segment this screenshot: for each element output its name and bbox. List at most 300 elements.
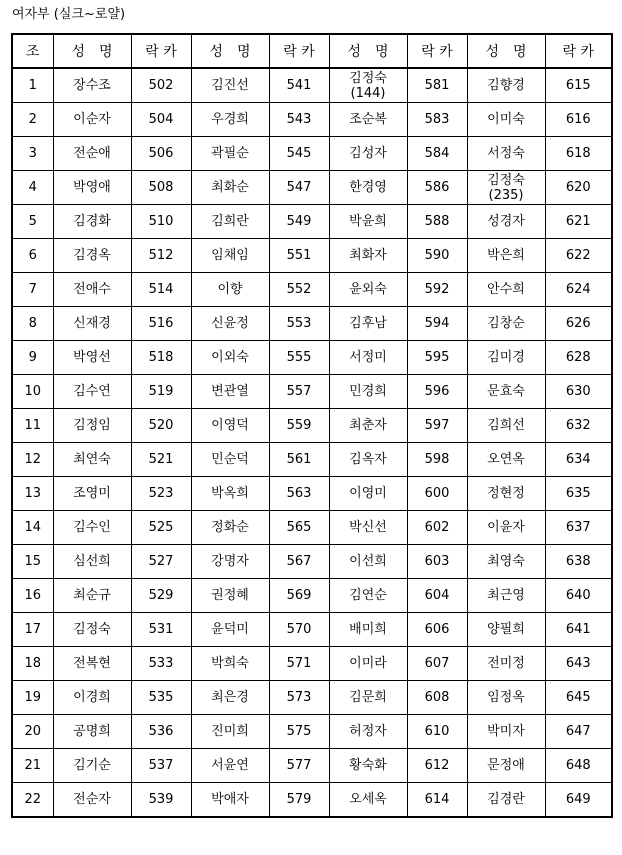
table-row (12, 409, 612, 443)
table-row (12, 613, 612, 647)
member-name: 김수연 (73, 384, 111, 399)
table-cell (131, 681, 191, 715)
locker-number: 630 (565, 384, 591, 399)
table-cell (53, 715, 131, 749)
table-cell (467, 171, 545, 205)
table-cell (329, 68, 407, 103)
table-cell (269, 103, 329, 137)
table-row (12, 477, 612, 511)
locker-header: 락 카 (131, 34, 191, 68)
group-number: 19 (24, 690, 42, 705)
table-cell (269, 545, 329, 579)
locker-number: 592 (424, 282, 450, 297)
member-name: 서정숙 (487, 146, 525, 161)
locker-number: 531 (148, 622, 174, 637)
table-cell (545, 749, 612, 783)
member-name: 최근영 (487, 588, 525, 603)
table-cell (53, 749, 131, 783)
table-cell (329, 239, 407, 273)
table-cell (407, 137, 467, 171)
locker-number: 600 (424, 486, 450, 501)
table-cell (269, 239, 329, 273)
locker-number: 563 (286, 486, 312, 501)
table-row (12, 443, 612, 477)
table-cell (191, 68, 269, 103)
table-cell (329, 273, 407, 307)
locker-number: 569 (286, 588, 312, 603)
locker-number: 557 (286, 384, 312, 399)
table-cell (545, 579, 612, 613)
name-header: 성 명 (191, 34, 269, 68)
locker-number: 597 (424, 418, 450, 433)
member-name: 이순자 (73, 112, 111, 127)
locker-number: 628 (565, 350, 591, 365)
table-cell (467, 205, 545, 239)
locker-number: 616 (565, 112, 591, 127)
locker-header: 락 카 (545, 34, 612, 68)
table-cell (191, 681, 269, 715)
member-name: 김희란 (211, 214, 249, 229)
table-cell (467, 273, 545, 307)
table-cell (467, 579, 545, 613)
table-cell (407, 171, 467, 205)
locker-number: 570 (286, 622, 312, 637)
table-row (12, 749, 612, 783)
table-cell (12, 239, 53, 273)
locker-number: 648 (565, 758, 591, 773)
member-name: 김성자 (349, 146, 387, 161)
table-cell (467, 749, 545, 783)
locker-number: 579 (286, 792, 312, 807)
locker-number: 640 (565, 588, 591, 603)
table-row (12, 103, 612, 137)
locker-number: 545 (286, 146, 312, 161)
table-cell (407, 749, 467, 783)
locker-number: 624 (565, 282, 591, 297)
table-row (12, 205, 612, 239)
table-cell (131, 205, 191, 239)
locker-number: 626 (565, 316, 591, 331)
member-name: 권정혜 (211, 588, 249, 603)
table-cell (12, 511, 53, 545)
table-cell (407, 341, 467, 375)
member-name: 오세옥 (349, 792, 387, 807)
table-cell (545, 545, 612, 579)
member-name: 김수인 (73, 520, 111, 535)
locker-number: 516 (148, 316, 174, 331)
table-cell (545, 205, 612, 239)
locker-number: 634 (565, 452, 591, 467)
group-header: 조 (12, 34, 53, 68)
member-name: 황숙화 (349, 758, 387, 773)
member-name: 전순애 (73, 146, 111, 161)
locker-number: 537 (148, 758, 174, 773)
table-cell (545, 443, 612, 477)
table-cell (12, 613, 53, 647)
table-cell (53, 511, 131, 545)
locker-number: 647 (565, 724, 591, 739)
group-number: 6 (28, 248, 37, 263)
table-cell (12, 341, 53, 375)
table-cell (329, 783, 407, 818)
member-name: 김향경 (487, 78, 525, 93)
member-name: 김정숙 (235) (487, 172, 525, 203)
table-row (12, 307, 612, 341)
name-header: 성 명 (329, 34, 407, 68)
locker-number: 615 (565, 78, 591, 93)
member-name: 이영덕 (211, 418, 249, 433)
locker-number: 543 (286, 112, 312, 127)
table-cell (467, 307, 545, 341)
member-name: 우경희 (211, 112, 249, 127)
table-cell (269, 443, 329, 477)
table-cell (131, 68, 191, 103)
locker-number: 533 (148, 656, 174, 671)
table-cell (12, 375, 53, 409)
table-cell (12, 68, 53, 103)
table-cell (407, 273, 467, 307)
member-name: 문정애 (487, 758, 525, 773)
member-name: 정화순 (211, 520, 249, 535)
table-body (12, 68, 612, 817)
table-cell (407, 647, 467, 681)
locker-number: 641 (565, 622, 591, 637)
table-cell (407, 613, 467, 647)
member-name: 김창순 (487, 316, 525, 331)
table-cell (269, 341, 329, 375)
table-cell (269, 715, 329, 749)
member-name: 양필희 (487, 622, 525, 637)
table-cell (545, 341, 612, 375)
table-cell (53, 647, 131, 681)
table-cell (545, 715, 612, 749)
table-cell (53, 137, 131, 171)
table-cell (12, 137, 53, 171)
locker-number: 520 (148, 418, 174, 433)
member-name: 김경화 (73, 214, 111, 229)
locker-assignment-table (11, 33, 613, 818)
table-cell (467, 137, 545, 171)
member-name: 장수조 (73, 78, 111, 93)
member-name: 김정숙 (73, 622, 111, 637)
group-number: 15 (24, 554, 42, 569)
locker-number: 553 (286, 316, 312, 331)
table-cell (53, 579, 131, 613)
table-cell (467, 341, 545, 375)
table-cell (191, 341, 269, 375)
locker-number: 506 (148, 146, 174, 161)
table-cell (131, 783, 191, 818)
member-name: 변관열 (211, 384, 249, 399)
group-number: 16 (24, 588, 42, 603)
member-name: 오연옥 (487, 452, 525, 467)
table-cell (545, 137, 612, 171)
table-cell (191, 171, 269, 205)
member-name: 민순덕 (211, 452, 249, 467)
locker-number: 649 (565, 792, 591, 807)
table-cell (545, 783, 612, 818)
table-cell (407, 375, 467, 409)
table-cell (191, 239, 269, 273)
group-number: 14 (24, 520, 42, 535)
table-cell (12, 443, 53, 477)
locker-number: 561 (286, 452, 312, 467)
member-name: 안수희 (487, 282, 525, 297)
table-cell (53, 443, 131, 477)
table-cell (467, 375, 545, 409)
table-cell (12, 273, 53, 307)
table-cell (407, 239, 467, 273)
table-cell (12, 715, 53, 749)
table-cell (12, 749, 53, 783)
locker-number: 621 (565, 214, 591, 229)
table-cell (12, 783, 53, 818)
table-cell (269, 375, 329, 409)
locker-number: 565 (286, 520, 312, 535)
table-cell (191, 409, 269, 443)
table-cell (131, 749, 191, 783)
table-cell (131, 613, 191, 647)
member-name: 김옥자 (349, 452, 387, 467)
table-cell (329, 307, 407, 341)
table-cell (191, 443, 269, 477)
member-name: 김진선 (211, 78, 249, 93)
member-name: 박윤희 (349, 214, 387, 229)
locker-number: 603 (424, 554, 450, 569)
table-cell (467, 715, 545, 749)
member-name: 김기순 (73, 758, 111, 773)
table-cell (269, 205, 329, 239)
table-cell (329, 545, 407, 579)
group-number: 9 (28, 350, 37, 365)
table-cell (131, 171, 191, 205)
table-cell (545, 375, 612, 409)
group-number: 18 (24, 656, 42, 671)
table-cell (53, 103, 131, 137)
member-name: 박희숙 (211, 656, 249, 671)
group-number: 2 (28, 112, 37, 127)
locker-number: 555 (286, 350, 312, 365)
table-cell (269, 579, 329, 613)
table-cell (329, 613, 407, 647)
locker-number: 518 (148, 350, 174, 365)
table-cell (467, 409, 545, 443)
table-cell (269, 749, 329, 783)
member-name: 최은경 (211, 690, 249, 705)
member-name: 김문희 (349, 690, 387, 705)
member-name: 이미숙 (487, 112, 525, 127)
locker-number: 637 (565, 520, 591, 535)
group-number: 21 (24, 758, 42, 773)
member-name: 최순규 (73, 588, 111, 603)
table-cell (269, 307, 329, 341)
table-cell (191, 749, 269, 783)
table-row (12, 715, 612, 749)
locker-number: 559 (286, 418, 312, 433)
name-header: 성 명 (53, 34, 131, 68)
table-cell (131, 715, 191, 749)
group-number: 13 (24, 486, 42, 501)
table-row (12, 341, 612, 375)
locker-number: 581 (424, 78, 450, 93)
locker-number: 527 (148, 554, 174, 569)
locker-number: 512 (148, 248, 174, 263)
member-name: 박신선 (349, 520, 387, 535)
locker-number: 638 (565, 554, 591, 569)
locker-number: 552 (286, 282, 312, 297)
table-cell (53, 409, 131, 443)
table-cell (545, 647, 612, 681)
table-cell (131, 647, 191, 681)
table-cell (329, 647, 407, 681)
table-row (12, 545, 612, 579)
member-name: 강명자 (211, 554, 249, 569)
table-cell (269, 511, 329, 545)
table-cell (12, 171, 53, 205)
table-cell (191, 375, 269, 409)
table-row (12, 783, 612, 818)
member-name: 임정옥 (487, 690, 525, 705)
group-number: 11 (24, 418, 42, 433)
table-cell (407, 681, 467, 715)
member-name: 전순자 (73, 792, 111, 807)
table-cell (329, 341, 407, 375)
table-cell (407, 443, 467, 477)
table-row (12, 375, 612, 409)
table-row (12, 273, 612, 307)
locker-number: 547 (286, 180, 312, 195)
table-cell (12, 579, 53, 613)
table-cell (191, 715, 269, 749)
table-row (12, 171, 612, 205)
locker-number: 523 (148, 486, 174, 501)
table-cell (545, 409, 612, 443)
table-cell (53, 545, 131, 579)
table-cell (545, 511, 612, 545)
group-number: 3 (28, 146, 37, 161)
locker-number: 608 (424, 690, 450, 705)
table-row (12, 239, 612, 273)
locker-number: 536 (148, 724, 174, 739)
table-cell (467, 239, 545, 273)
locker-number: 521 (148, 452, 174, 467)
table-cell (269, 477, 329, 511)
table-cell (329, 375, 407, 409)
member-name: 이미라 (349, 656, 387, 671)
member-name: 공명희 (73, 724, 111, 739)
table-row (12, 681, 612, 715)
table-cell (12, 477, 53, 511)
group-number: 7 (28, 282, 37, 297)
locker-number: 596 (424, 384, 450, 399)
table-cell (329, 681, 407, 715)
locker-number: 607 (424, 656, 450, 671)
locker-number: 549 (286, 214, 312, 229)
locker-number: 602 (424, 520, 450, 535)
table-cell (467, 477, 545, 511)
locker-number: 632 (565, 418, 591, 433)
member-name: 김미경 (487, 350, 525, 365)
table-row (12, 511, 612, 545)
table-cell (12, 647, 53, 681)
table-cell (329, 443, 407, 477)
table-cell (467, 613, 545, 647)
table-cell (467, 545, 545, 579)
member-name: 박영애 (73, 180, 111, 195)
table-row (12, 647, 612, 681)
locker-number: 583 (424, 112, 450, 127)
table-cell (407, 477, 467, 511)
locker-number: 645 (565, 690, 591, 705)
table-cell (131, 307, 191, 341)
table-cell (131, 409, 191, 443)
member-name: 신재경 (73, 316, 111, 331)
table-cell (53, 205, 131, 239)
group-number: 17 (24, 622, 42, 637)
table-cell (12, 681, 53, 715)
locker-number: 620 (565, 180, 591, 195)
table-cell (269, 137, 329, 171)
member-name: 김경옥 (73, 248, 111, 263)
table-cell (12, 103, 53, 137)
table-cell (131, 477, 191, 511)
locker-header: 락 카 (407, 34, 467, 68)
member-name: 윤덕미 (211, 622, 249, 637)
table-cell (545, 273, 612, 307)
table-cell (329, 171, 407, 205)
table-cell (131, 239, 191, 273)
table-cell (329, 137, 407, 171)
table-cell (329, 103, 407, 137)
table-cell (467, 511, 545, 545)
table-cell (53, 613, 131, 647)
member-name: 최영숙 (487, 554, 525, 569)
table-cell (269, 273, 329, 307)
member-name: 배미희 (349, 622, 387, 637)
name-header: 성 명 (467, 34, 545, 68)
member-name: 이윤자 (487, 520, 525, 535)
table-cell (269, 171, 329, 205)
locker-number: 535 (148, 690, 174, 705)
table-cell (12, 409, 53, 443)
table-cell (12, 545, 53, 579)
locker-number: 504 (148, 112, 174, 127)
table-cell (467, 783, 545, 818)
member-name: 전미정 (487, 656, 525, 671)
member-name: 민경희 (349, 384, 387, 399)
table-cell (407, 511, 467, 545)
table-cell (131, 579, 191, 613)
table-cell (53, 783, 131, 818)
member-name: 김정임 (73, 418, 111, 433)
table-cell (53, 681, 131, 715)
locker-number: 541 (286, 78, 312, 93)
locker-number: 594 (424, 316, 450, 331)
group-number: 1 (28, 78, 37, 93)
member-name: 김후남 (349, 316, 387, 331)
member-name: 이향 (217, 282, 243, 297)
locker-number: 575 (286, 724, 312, 739)
member-name: 성경자 (487, 214, 525, 229)
table-cell (269, 409, 329, 443)
table-cell (53, 477, 131, 511)
table-row (12, 579, 612, 613)
member-name: 김정숙 (144) (349, 70, 387, 101)
member-name: 윤외숙 (349, 282, 387, 297)
member-name: 조영미 (73, 486, 111, 501)
member-name: 박은희 (487, 248, 525, 263)
member-name: 심선희 (73, 554, 111, 569)
